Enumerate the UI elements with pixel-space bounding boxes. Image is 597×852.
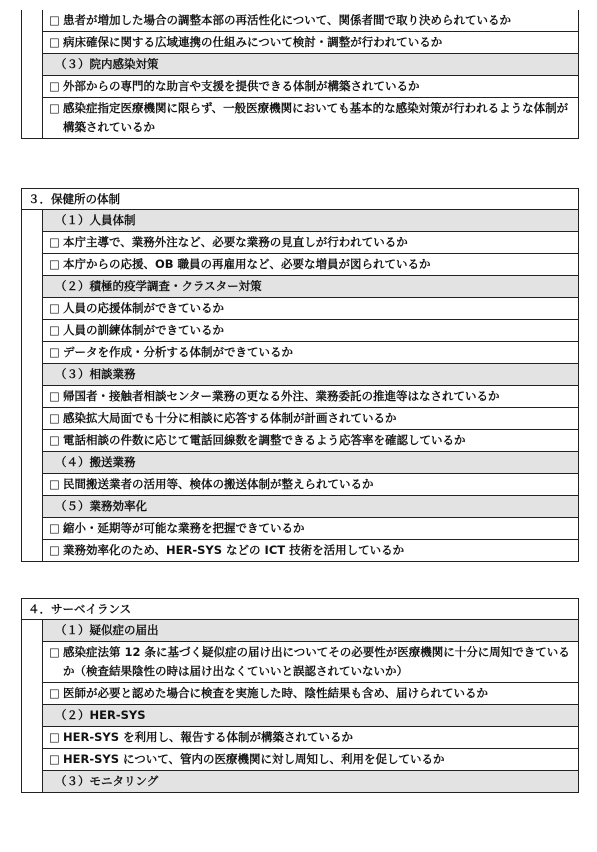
subsection-header <box>43 705 578 727</box>
subsection-header <box>43 210 578 232</box>
checkbox-icon[interactable]: □ <box>49 730 60 744</box>
checkbox-icon[interactable]: □ <box>49 521 60 535</box>
checkbox-icon[interactable]: □ <box>49 323 60 337</box>
subsection-label: （２）積極的疫学調査・クラスター対策 <box>55 279 262 293</box>
checkbox-icon[interactable]: □ <box>49 543 60 557</box>
checklist-item <box>43 32 578 54</box>
checkbox-icon[interactable]: □ <box>49 411 60 425</box>
checkbox-icon[interactable]: □ <box>49 35 60 49</box>
checklist-item-text: 外部からの専門的な助言や支援を提供できる体制が構築されているか <box>63 79 420 93</box>
checklist-item-text: 感染症法第 12 条に基づく疑似症の届け出についてその必要性が医療機関に十分に周知できているか（検査結果陰性の時は届け出なくていいと誤認されていないか） <box>63 645 570 678</box>
checklist-item <box>43 727 578 749</box>
checklist-item-text: 帰国者・接触者相談センター業務の更なる外注、業務委託の推進等はなされているか <box>63 389 500 403</box>
checklist-item-text: 人員の応援体制ができているか <box>63 301 224 315</box>
subsection-label: （３）院内感染対策 <box>55 57 159 71</box>
checklist-item <box>43 474 578 496</box>
checkbox-icon[interactable]: □ <box>49 301 60 315</box>
checklist-item-text: 患者が増加した場合の調整本部の再活性化について、関係者間で取り決められているか <box>63 13 512 27</box>
checklist-item <box>43 76 578 98</box>
checkbox-icon[interactable]: □ <box>49 686 60 700</box>
subsection-header <box>43 496 578 518</box>
subsection-header <box>43 620 578 642</box>
checkbox-icon[interactable]: □ <box>49 477 60 491</box>
checklist-item-text: HER-SYS について、管内の医療機関に対し周知し、利用を促しているか <box>63 752 445 766</box>
checkbox-icon[interactable]: □ <box>49 389 60 403</box>
subsection-header <box>43 364 578 386</box>
section-surveillance <box>21 598 579 793</box>
subsection-label: （１）疑似症の届出 <box>55 623 159 637</box>
checklist-item <box>43 254 578 276</box>
checklist-item-text: 民間搬送業者の活用等、検体の搬送体制が整えられているか <box>63 477 374 491</box>
checklist-item-text: 本庁からの応援、OB 職員の再雇用など、必要な増員が図られているか <box>63 257 431 271</box>
checklist-item <box>43 749 578 771</box>
subsection-label: （３）モニタリング <box>55 774 159 788</box>
checklist-item <box>43 430 578 452</box>
checklist-item-text: 縮小・延期等が可能な業務を把握できているか <box>63 521 305 535</box>
checklist-item <box>43 386 578 408</box>
checklist-item-text: 業務効率化のため、HER-SYS などの ICT 技術を活用しているか <box>63 543 405 557</box>
section-title: ４．サーベイランス <box>22 599 578 620</box>
subsection-label: （４）搬送業務 <box>55 455 136 469</box>
checklist-item <box>43 98 578 138</box>
section-continued <box>21 10 579 139</box>
checklist-item <box>43 342 578 364</box>
checklist-item <box>43 10 578 32</box>
checklist-item-text: 医師が必要と認めた場合に検査を実施した時、陰性結果も含め、届けられているか <box>63 686 489 700</box>
checklist-item <box>43 298 578 320</box>
subsection-label: （２）HER-SYS <box>55 708 146 722</box>
checklist-item-text: 感染拡大局面でも十分に相談に応答する体制が計画されているか <box>63 411 397 425</box>
checkbox-icon[interactable]: □ <box>49 433 60 447</box>
checklist-item <box>43 408 578 430</box>
checkbox-icon[interactable]: □ <box>49 79 60 93</box>
checklist-item-text: 電話相談の件数に応じて電話回線数を調整できるよう応答率を確認しているか <box>63 433 466 447</box>
checkbox-icon[interactable]: □ <box>49 345 60 359</box>
checkbox-icon[interactable]: □ <box>49 257 60 271</box>
checklist-item <box>43 642 578 683</box>
checklist-item <box>43 683 578 705</box>
subsection-label: （５）業務効率化 <box>55 499 147 513</box>
section-title: ３．保健所の体制 <box>22 189 578 210</box>
checklist-item-text: 病床確保に関する広域連携の仕組みについて検討・調整が行われているか <box>63 35 443 49</box>
checklist-item-text: 人員の訓練体制ができているか <box>63 323 224 337</box>
subsection-label: （１）人員体制 <box>55 213 136 227</box>
checklist-item-text: データを作成・分析する体制ができているか <box>63 345 293 359</box>
checkbox-icon[interactable]: □ <box>49 645 60 659</box>
checkbox-icon[interactable]: □ <box>49 752 60 766</box>
checkbox-icon[interactable]: □ <box>49 101 60 115</box>
checklist-item-text: 感染症指定医療機関に限らず、一般医療機関においても基本的な感染対策が行われるような体制が構築されているか <box>63 101 569 134</box>
checkbox-icon[interactable]: □ <box>49 235 60 249</box>
section-body <box>42 210 578 561</box>
subsection-label: （３）相談業務 <box>55 367 136 381</box>
checklist-item-text: 本庁主導で、業務外注など、必要な業務の見直しが行われているか <box>63 235 408 249</box>
subsection-header <box>43 276 578 298</box>
section-health-center <box>21 188 579 562</box>
checklist-item <box>43 518 578 540</box>
subsection-header <box>43 771 578 792</box>
section-body <box>42 10 578 138</box>
checkbox-icon[interactable]: □ <box>49 13 60 27</box>
checklist-item-text: HER-SYS を利用し、報告する体制が構築されているか <box>63 730 354 744</box>
checklist-item <box>43 540 578 561</box>
subsection-header <box>43 54 578 76</box>
checklist-item <box>43 232 578 254</box>
section-body <box>42 620 578 792</box>
subsection-header <box>43 452 578 474</box>
checklist-item <box>43 320 578 342</box>
